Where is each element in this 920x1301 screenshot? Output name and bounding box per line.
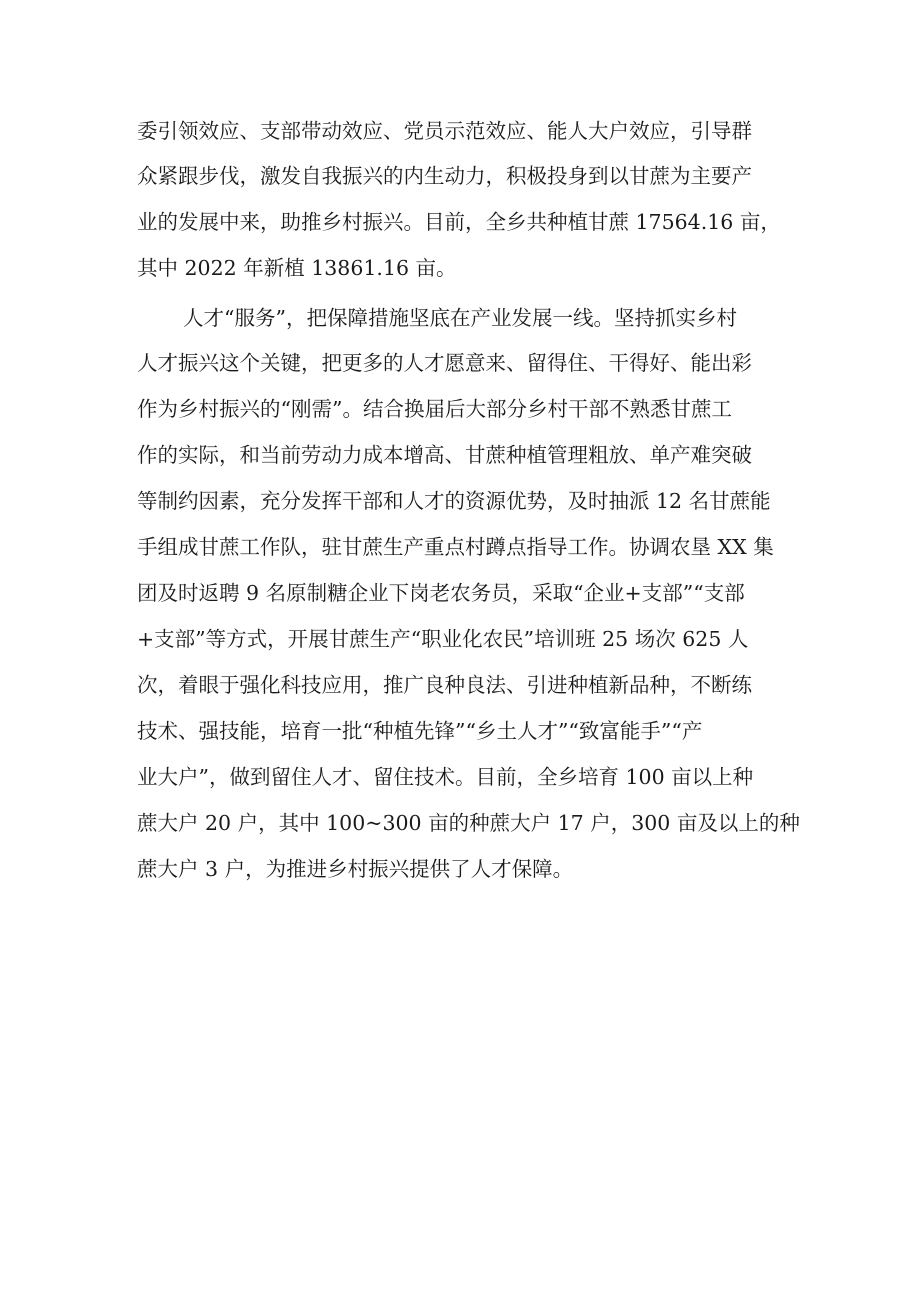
text-line-17: 蔗大户 3 户，为推进乡村振兴提供了人才保障。 [137, 857, 574, 881]
text-line-6: 人才振兴这个关键，把更多的人才愿意来、留得住、干得好、能出彩 [137, 351, 752, 375]
paragraph-2-first-line: 人才“服务”，把保障措施坚底在产业发展一线。坚持抓实乡村 [183, 306, 737, 330]
text-line-8: 作的实际，和当前劳动力成本增高、甘蔗种植管理粗放、单产难突破 [137, 443, 752, 467]
text-line-10: 手组成甘蔗工作队，驻甘蔗生产重点村蹲点指导工作。协调农垦 XX 集 [137, 535, 774, 559]
text-line-3: 业的发展中来，助推乡村振兴。目前，全乡共种植甘蔗 17564.16 亩， [137, 210, 781, 234]
text-line-1: 委引领效应、支部带动效应、党员示范效应、能人大户效应，引导群 [137, 119, 752, 143]
text-line-2: 众紧跟步伐，激发自我振兴的内生动力，积极投身到以甘蔗为主要产 [137, 164, 752, 188]
text-line-14: 技术、强技能，培育一批“种植先锋”“乡土人才”“致富能手”“产 [137, 719, 703, 743]
text-line-11: 团及时返聘 9 名原制糖企业下岗老农务员，采取“企业+支部”“支部 [137, 581, 745, 605]
text-line-12: +支部”等方式，开展甘蔗生产“职业化农民”培训班 25 场次 625 人 [137, 627, 749, 651]
text-line-16: 蔗大户 20 户，其中 100~300 亩的种蔗大户 17 户，300 亩及以上的种 [137, 811, 800, 835]
text-line-15: 业大户”，做到留住人才、留住技术。目前，全乡培育 100 亩以上种 [137, 765, 754, 789]
text-line-4: 其中 2022 年新植 13861.16 亩。 [137, 256, 457, 280]
text-line-13: 次，着眼于强化科技应用，推广良种良法、引进种植新品种，不断练 [137, 673, 752, 697]
text-line-7: 作为乡村振兴的“刚需”。结合换届后大部分乡村干部不熟悉甘蔗工 [137, 397, 732, 421]
text-line-9: 等制约因素，充分发挥干部和人才的资源优势，及时抽派 12 名甘蔗能 [137, 489, 771, 513]
